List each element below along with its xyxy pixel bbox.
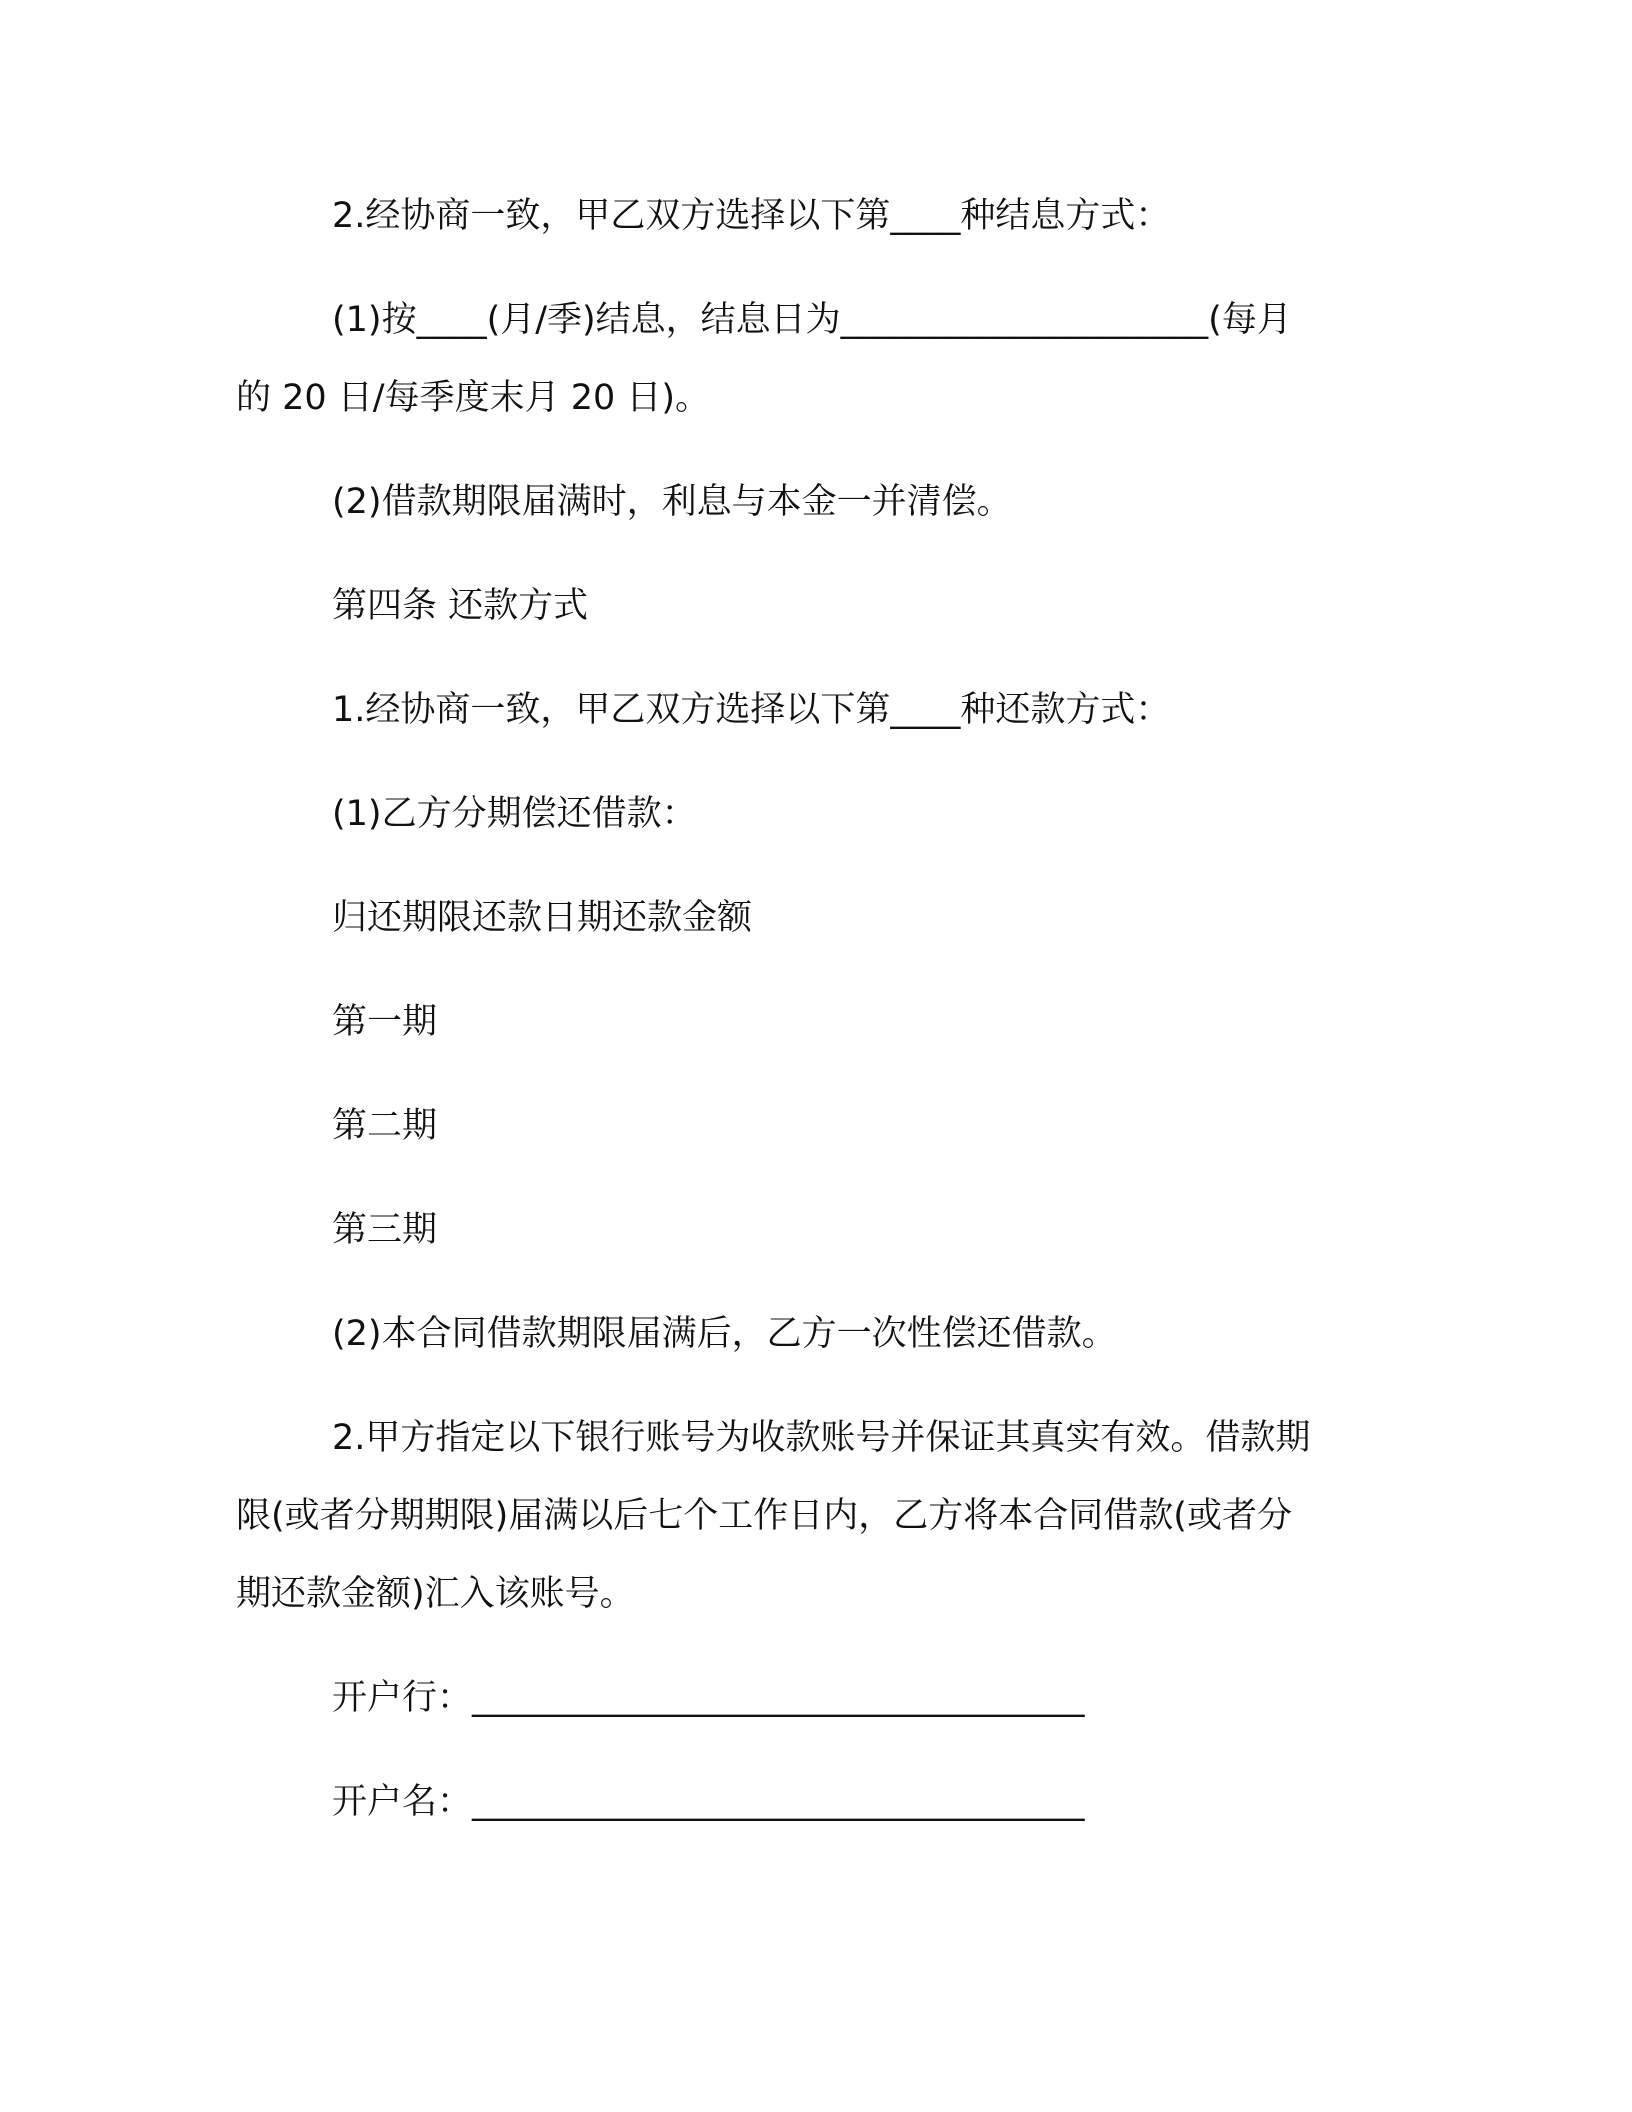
installment-table-header: 归还期限还款日期还款金额 [332,898,753,938]
account-name-field: 开户名：___________________________________ [332,1782,1085,1822]
interest-option-2: (2)借款期限届满时，利息与本金一并清偿。 [332,482,1012,522]
bank-account-clause-line-3: 期还款金额)汇入该账号。 [236,1574,635,1614]
bank-name-field: 开户行：___________________________________ [332,1678,1085,1718]
bank-account-clause-line-1: 2.甲方指定以下银行账号为收款账号并保证其真实有效。借款期 [332,1418,1311,1458]
installment-row-2: 第二期 [332,1106,438,1146]
interest-option-1-line-2: 的 20 日/每季度末月 20 日)。 [236,378,711,418]
repayment-method-clause: 1.经协商一致，甲乙双方选择以下第____种还款方式： [332,690,1171,730]
bank-account-clause-line-2: 限(或者分期期限)届满以后七个工作日内，乙方将本合同借款(或者分 [236,1496,1292,1536]
interest-settlement-clause: 2.经协商一致，甲乙双方选择以下第____种结息方式： [332,196,1171,236]
installment-row-3: 第三期 [332,1210,438,1250]
section-heading-repayment: 第四条 还款方式 [332,586,589,626]
installment-row-1: 第一期 [332,1002,438,1042]
interest-option-1-line-1: (1)按____(月/季)结息，结息日为_____________________(每月 [332,300,1292,340]
repayment-option-2: (2)本合同借款期限届满后，乙方一次性偿还借款。 [332,1314,1117,1354]
repayment-option-1: (1)乙方分期偿还借款： [332,794,697,834]
